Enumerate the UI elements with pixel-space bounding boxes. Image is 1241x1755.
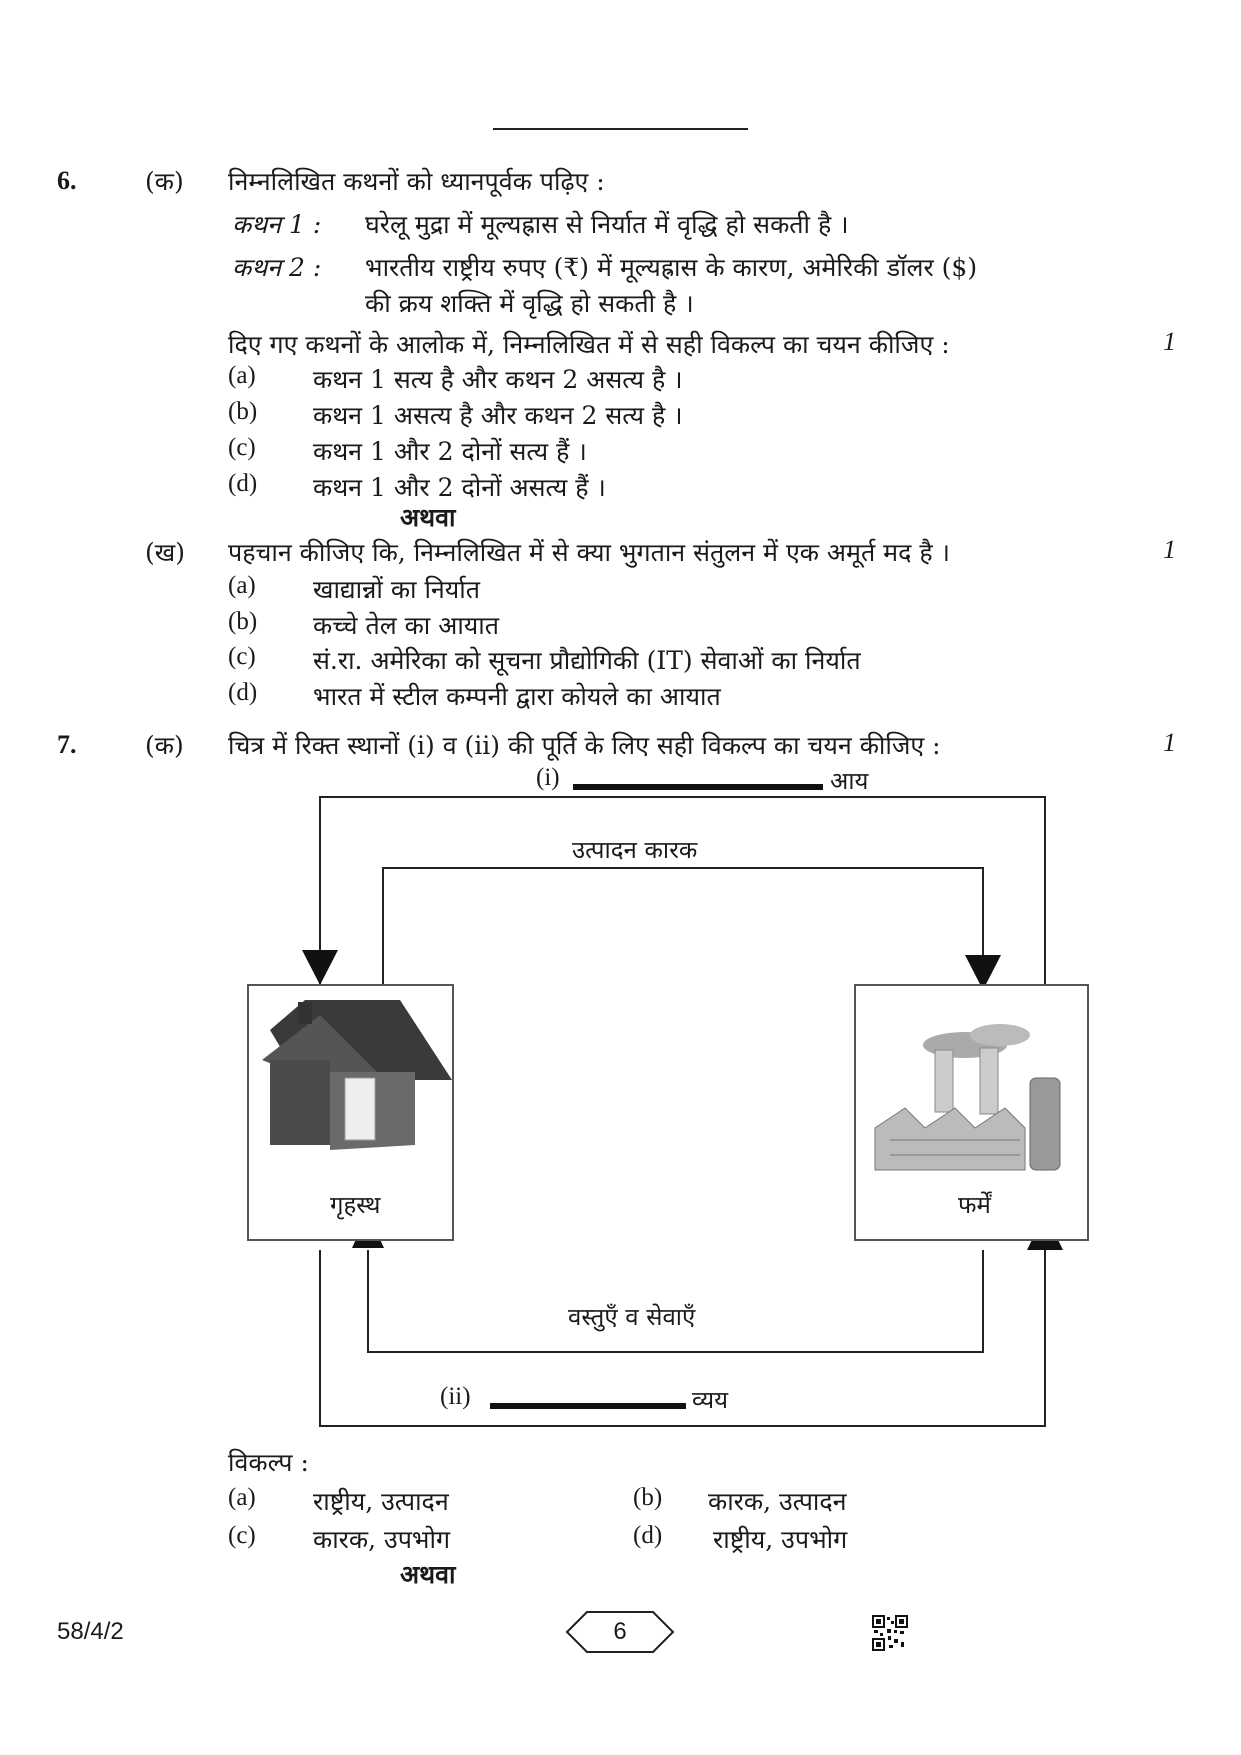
blank-i-line	[573, 784, 823, 790]
q7-or-text: अथवा	[400, 1560, 456, 1589]
q7-part-a-label: (क)	[145, 731, 184, 760]
q6-marks: 1	[1163, 327, 1176, 356]
q6b-option-c-text: सं.रा. अमेरिका को सूचना प्रौद्योगिकी (IT) सेवाओं का निर्यात	[313, 646, 861, 675]
blank-ii-label: (ii)	[440, 1383, 471, 1410]
q6b-option-a-label: (a)	[228, 572, 256, 599]
q6a-option-c-label: (c)	[228, 434, 256, 461]
q6a-option-a-text: कथन 1 सत्य है और कथन 2 असत्य है ।	[313, 365, 683, 394]
inner-flow-top-line	[383, 868, 983, 985]
paper-code: 58/4/2	[57, 1618, 124, 1645]
q7-option-c-label: (c)	[228, 1522, 256, 1549]
q7-option-d-text: राष्ट्रीय, उपभोग	[713, 1525, 848, 1554]
statement1-label: कथन 1 :	[232, 210, 322, 239]
q6-part-b-label: (ख)	[145, 538, 185, 567]
q6-or-text: अथवा	[400, 503, 456, 532]
q6b-marks: 1	[1163, 535, 1176, 564]
q6-instruction: निम्नलिखित कथनों को ध्यानपूर्वक पढ़िए :	[228, 167, 605, 196]
blank-i-label: (i)	[536, 764, 560, 791]
q6b-option-c-label: (c)	[228, 643, 256, 670]
q6a-option-d-label: (d)	[228, 470, 258, 497]
question-7-number: 7.	[57, 730, 77, 759]
q6b-option-d-label: (d)	[228, 679, 258, 706]
question-6-number: 6.	[57, 166, 77, 195]
firm-label: फर्में	[958, 1191, 991, 1219]
outer-flow-top-line	[320, 797, 1045, 985]
page-number: 6	[613, 1618, 627, 1645]
qr-code-icon	[872, 1615, 908, 1651]
statement2-label: कथन 2 :	[232, 253, 322, 282]
statement1-text: घरेलू मुद्रा में मूल्यह्रास से निर्यात में वृद्धि हो सकती है ।	[365, 210, 849, 239]
q7-marks: 1	[1163, 728, 1176, 757]
q6a-option-d-text: कथन 1 और 2 दोनों असत्य हैं ।	[313, 473, 606, 502]
q6b-question: पहचान कीजिए कि, निम्नलिखित में से क्या भुगतान संतुलन में एक अमूर्त मद है ।	[228, 538, 951, 567]
arrow-down-household	[302, 950, 338, 985]
q7-options-heading: विकल्प :	[228, 1448, 309, 1477]
q7-option-c-text: कारक, उपभोग	[313, 1525, 451, 1554]
q7-option-a-label: (a)	[228, 1484, 256, 1511]
q6b-option-a-text: खाद्यान्नों का निर्यात	[313, 575, 481, 604]
q6a-option-b-label: (b)	[228, 398, 258, 425]
q7-option-b-label: (b)	[633, 1484, 663, 1511]
outer-flow-bottom-line	[320, 1250, 1045, 1426]
q6a-option-b-text: कथन 1 असत्य है और कथन 2 सत्य है ।	[313, 401, 683, 430]
inner-bottom-label: वस्तुएँ व सेवाएँ	[568, 1303, 696, 1331]
q7-option-b-text: कारक, उत्पादन	[708, 1487, 847, 1516]
household-label: गृहस्थ	[330, 1191, 381, 1219]
blank-ii-line	[490, 1403, 686, 1409]
inner-top-label: उत्पादन कारक	[572, 836, 698, 864]
q6b-option-d-text: भारत में स्टील कम्पनी द्वारा कोयले का आयात	[313, 682, 721, 711]
statement2-line2: की क्रय शक्ति में वृद्धि हो सकती है ।	[365, 289, 694, 318]
q7-option-d-label: (d)	[633, 1522, 663, 1549]
q6a-option-c-text: कथन 1 और 2 दोनों सत्य हैं ।	[313, 437, 587, 466]
blank-ii-suffix: व्यय	[692, 1386, 729, 1414]
q6a-option-a-label: (a)	[228, 362, 256, 389]
q7-option-a-text: राष्ट्रीय, उत्पादन	[313, 1487, 449, 1516]
statement2-line1: भारतीय राष्ट्रीय रुपए (₹) में मूल्यह्रास के कारण, अमेरिकी डॉलर ($)	[365, 253, 978, 282]
q6-part-a-label: (क)	[145, 167, 184, 196]
q6b-option-b-label: (b)	[228, 608, 258, 635]
blank-i-suffix: आय	[830, 767, 869, 795]
q6b-option-b-text: कच्चे तेल का आयात	[313, 611, 499, 640]
q7-question: चित्र में रिक्त स्थानों (i) व (ii) की पूर्ति के लिए सही विकल्प का चयन कीजिए :	[228, 731, 941, 760]
q6-question: दिए गए कथनों के आलोक में, निम्नलिखित में से सही विकल्प का चयन कीजिए :	[228, 330, 950, 359]
